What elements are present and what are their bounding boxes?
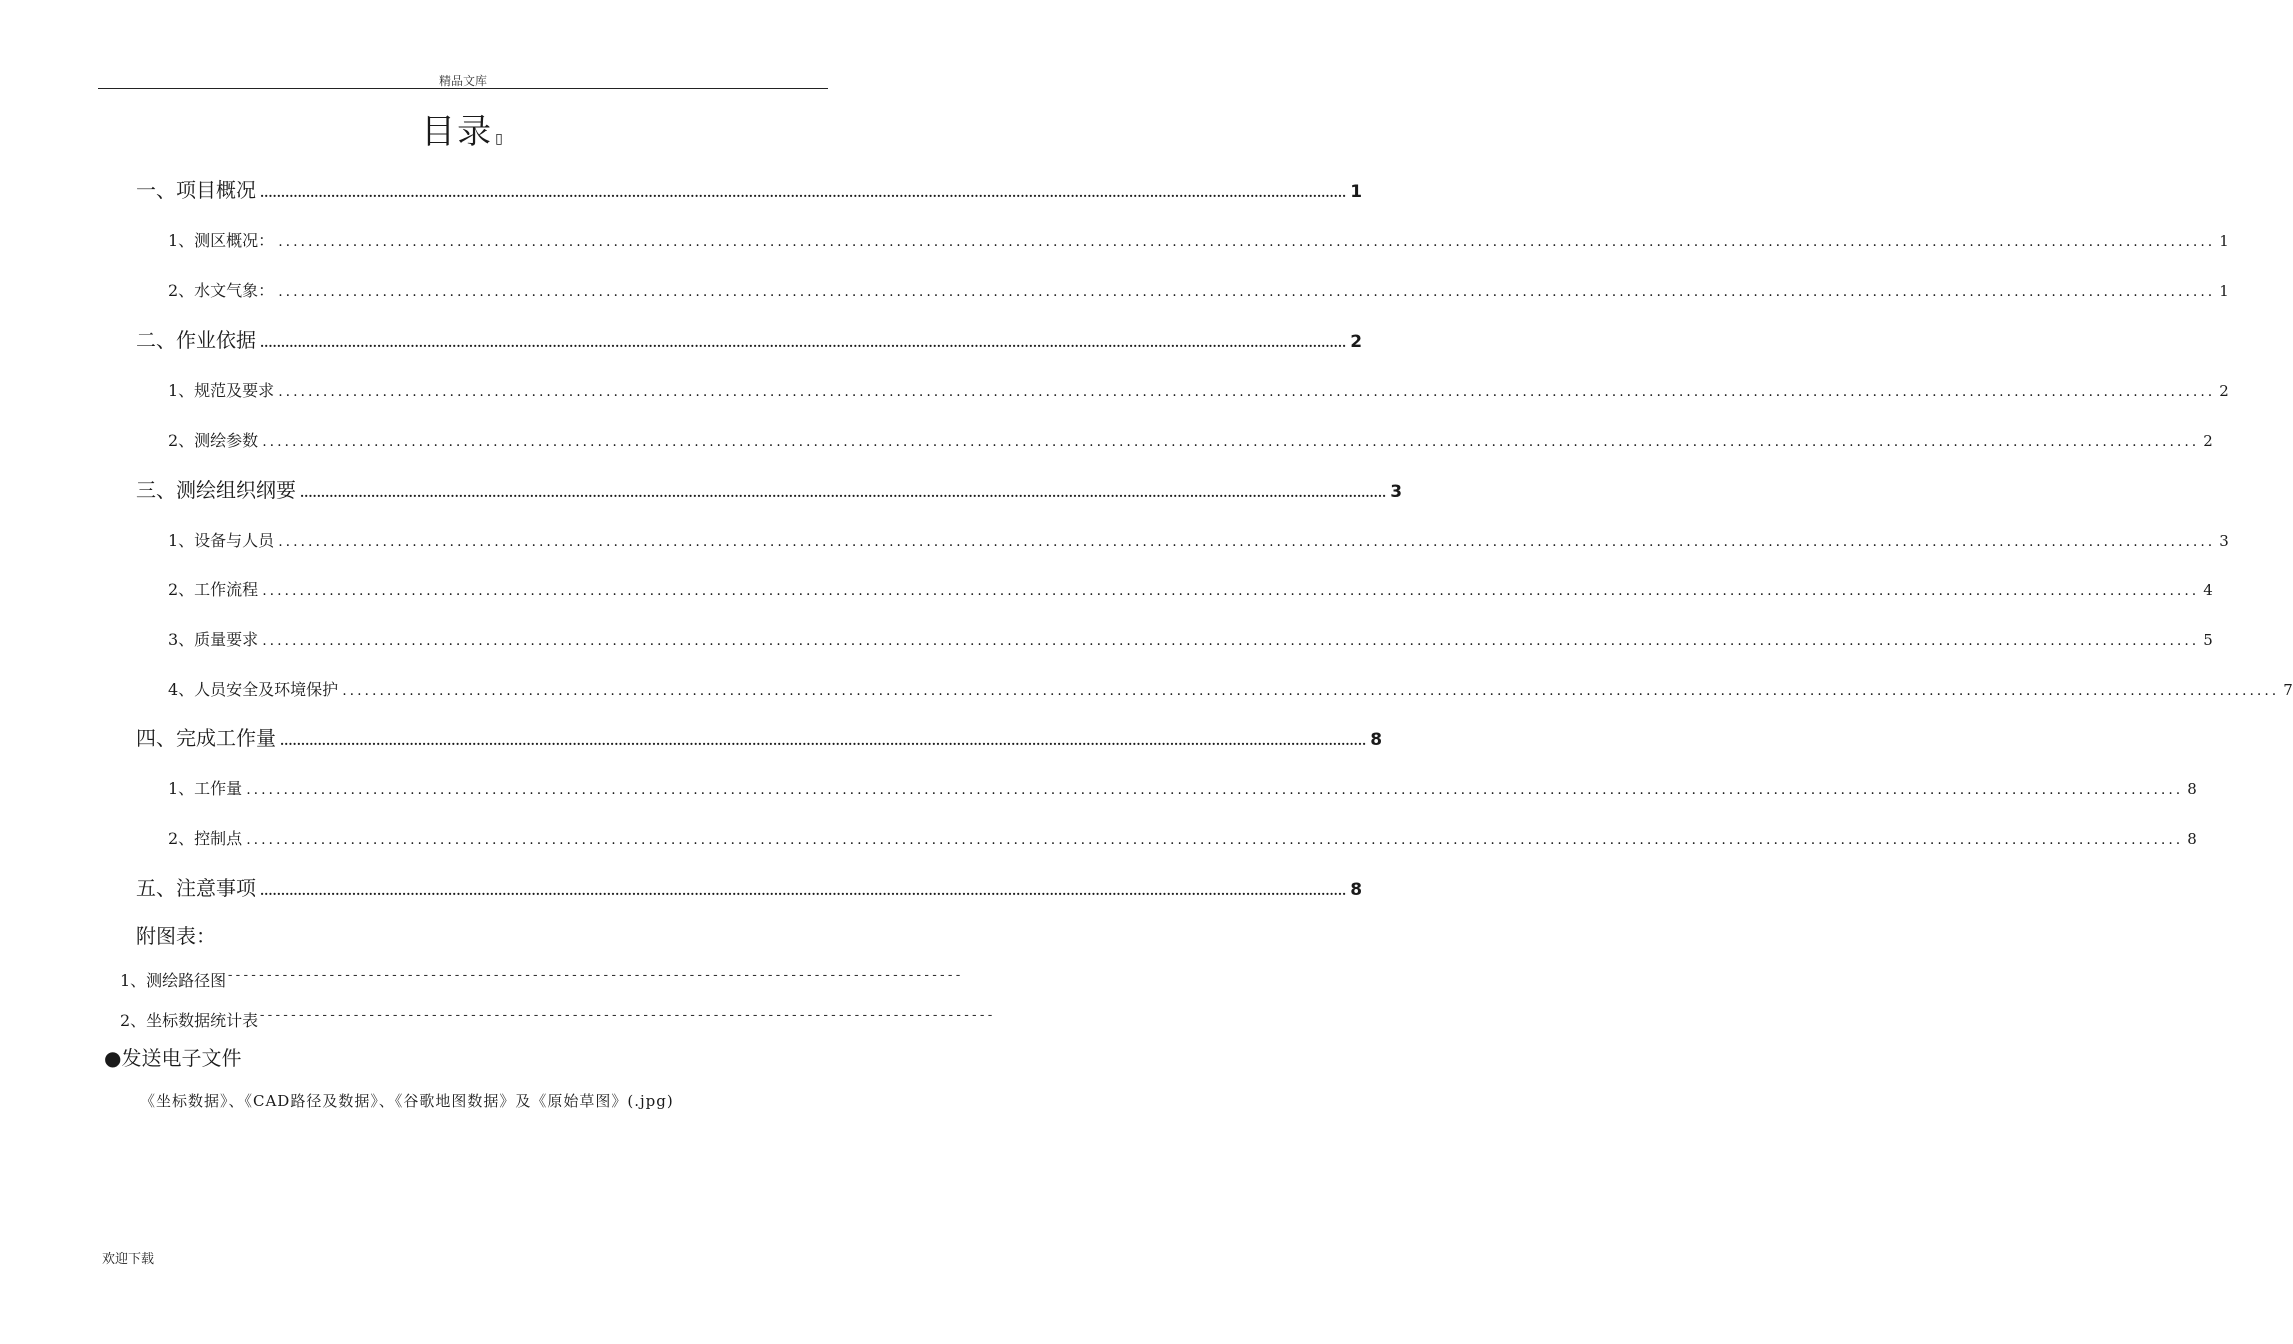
dot-leader: ....................................................................................................................................................................................................................................................................	[342, 683, 2280, 699]
dot-leader: ....................................................................................................................................................................................................................................................................	[262, 583, 2200, 599]
dot-leader: ....................................................................................................................................................................................................................................................................	[262, 434, 2200, 450]
dot-leader: ....................................................................................................................................................................................................................................................................	[260, 336, 1347, 350]
dot-leader: ....................................................................................................................................................................................................................................................................	[246, 832, 2184, 848]
toc-entry-chapter[interactable]	[136, 872, 1363, 901]
toc-entry-page-number: 2	[2219, 382, 2229, 400]
toc-entry-chapter[interactable]	[136, 474, 1403, 503]
toc-entry-section[interactable]	[168, 577, 2213, 600]
page-footer: 欢迎下载	[102, 1252, 155, 1267]
toc-entry-label: 4、人员安全及环境保护	[168, 680, 339, 699]
toc-entry-section[interactable]	[168, 528, 2229, 551]
dot-leader: ....................................................................................................................................................................................................................................................................	[278, 534, 2216, 550]
dot-leader: ....................................................................................................................................................................................................................................................................	[300, 486, 1387, 500]
toc-entry-page-number: 2	[1350, 332, 1363, 352]
toc-entry-section[interactable]	[168, 776, 2197, 799]
toc-entry-section[interactable]	[168, 378, 2229, 401]
dot-leader: ....................................................................................................................................................................................................................................................................	[278, 284, 2216, 300]
appendix-item-label: 1、测绘路径图	[120, 971, 227, 990]
toc-entry-label: 1、工作量	[168, 779, 243, 798]
dot-leader: ....................................................................................................................................................................................................................................................................	[262, 633, 2200, 649]
toc-entry-page-number: 1	[1350, 182, 1363, 202]
toc-entry-label: 2、测绘参数	[168, 431, 259, 450]
toc-entry-label: 三、测绘组织纲要	[136, 478, 296, 502]
toc-entry-section[interactable]	[168, 826, 2197, 849]
toc-entry-label: 一、项目概况	[136, 178, 256, 202]
toc-entry-page-number: 3	[1390, 482, 1403, 502]
toc-entry-section[interactable]	[168, 428, 2213, 451]
header-rule	[98, 88, 828, 89]
toc-entry-label: 2、水文气象：	[168, 281, 275, 300]
toc-entry-section[interactable]	[168, 278, 2229, 301]
toc-entry-page-number: 4	[2203, 581, 2213, 599]
toc-entry-page-number: 2	[2203, 432, 2213, 450]
dot-leader: ....................................................................................................................................................................................................................................................................	[280, 734, 1367, 748]
toc-entry-page-number: 1	[2219, 282, 2229, 300]
toc-entry-label: 二、作业依据	[136, 328, 256, 352]
toc-entry-label: 五、注意事项	[136, 876, 256, 900]
toc-entry-label: 1、规范及要求	[168, 381, 275, 400]
toc-entry-section[interactable]	[168, 677, 2293, 700]
toc-entry-page-number: 1	[2219, 232, 2229, 250]
toc-entry-label: 1、设备与人员	[168, 531, 275, 550]
dot-leader: ....................................................................................................................................................................................................................................................................	[260, 884, 1347, 898]
toc-entry-section[interactable]	[168, 228, 2229, 251]
toc-entry-chapter[interactable]	[136, 324, 1363, 353]
toc-entry-chapter[interactable]	[136, 722, 1383, 751]
dash-leader: ----------------------------------------------------------------------------------------------	[258, 1008, 994, 1023]
toc-entry-section[interactable]	[168, 627, 2213, 650]
toc-entry-page-number: 8	[1350, 880, 1363, 900]
toc-entry-label: 2、控制点	[168, 829, 243, 848]
toc-entry-page-number: 5	[2203, 631, 2213, 649]
dot-leader: ....................................................................................................................................................................................................................................................................	[278, 234, 2216, 250]
toc-entry-page-number: 3	[2219, 532, 2229, 550]
appendix-item[interactable]	[120, 968, 962, 991]
dot-leader: ....................................................................................................................................................................................................................................................................	[260, 186, 1347, 200]
toc-entry-page-number: 8	[2187, 780, 2197, 798]
toc-entry-page-number: 8	[2187, 830, 2197, 848]
toc-entry-page-number: 8	[1370, 730, 1383, 750]
appendix-title: 附图表：	[136, 924, 216, 948]
toc-title	[0, 104, 926, 153]
toc-entry-label: 四、完成工作量	[136, 726, 276, 750]
title-mark-glyph: ▯	[495, 131, 505, 147]
file-list: 《坐标数据》、《CAD路径及数据》、《谷歌地图数据》及《原始草图》(.jpg)	[140, 1092, 674, 1110]
appendix-item[interactable]	[120, 1008, 994, 1031]
dot-leader: ....................................................................................................................................................................................................................................................................	[246, 782, 2184, 798]
toc-entry-label: 1、测区概况：	[168, 231, 275, 250]
dash-leader: ----------------------------------------------------------------------------------------------	[226, 968, 962, 983]
page-header: 精品文库	[438, 74, 487, 88]
toc-title-text: 目录	[421, 112, 494, 152]
appendix-item-label: 2、坐标数据统计表	[120, 1011, 259, 1030]
toc-entry-label: 2、工作流程	[168, 580, 259, 599]
toc-entry-label: 3、质量要求	[168, 630, 259, 649]
dot-leader: ....................................................................................................................................................................................................................................................................	[278, 384, 2216, 400]
toc-entry-chapter[interactable]	[136, 174, 1363, 203]
send-files-heading: ●发送电子文件	[104, 1046, 242, 1070]
toc-entry-page-number: 7	[2283, 681, 2293, 699]
